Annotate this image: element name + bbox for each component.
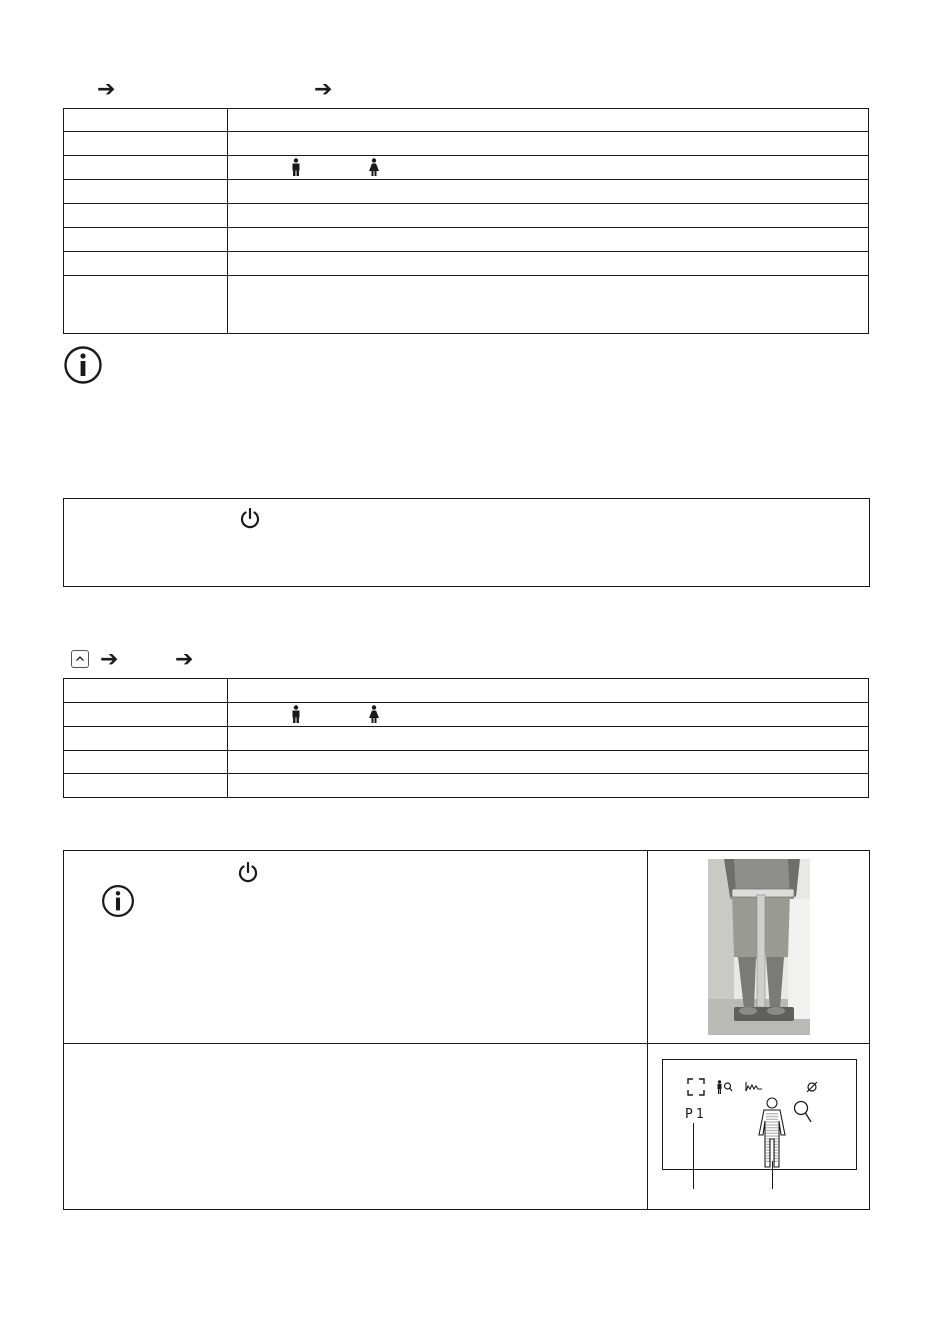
table-cell [228,204,869,228]
power-icon [239,507,261,529]
table-cell [228,228,869,252]
table-cell [64,132,228,156]
table-cell [64,727,228,751]
bracket-icon [687,1078,705,1096]
settings-table-2 [63,678,869,798]
callout-line [772,1161,773,1189]
table-cell [228,109,869,132]
body-figure-icon [756,1097,788,1169]
callout-line [693,1123,694,1189]
table-cell [228,703,869,727]
table-cell [64,751,228,774]
table-cell [228,774,869,798]
right-arrow-icon: ➔ [314,77,333,102]
measurement-box [63,850,870,1210]
table-cell [64,180,228,204]
table-cell [228,156,869,180]
person-search-icon [716,1080,734,1094]
up-key-icon [71,650,89,668]
female-icon [368,158,380,176]
male-icon [291,158,301,176]
table-cell [64,109,228,132]
table-cell [64,774,228,798]
table-cell [64,679,228,703]
table-cell [228,132,869,156]
settings-table-1 [63,108,869,334]
divider [64,1043,869,1044]
table-cell [228,679,869,703]
right-arrow-icon: ➔ [175,647,194,672]
divider [647,851,648,1209]
wave-icon [745,1081,763,1093]
power-icon [237,861,259,883]
diameter-icon [805,1080,819,1094]
table-cell [228,727,869,751]
person-on-scale-photo [708,859,810,1035]
table-cell [228,252,869,276]
table-cell [64,156,228,180]
female-icon [368,705,380,723]
user-label: P1 [685,1107,707,1122]
info-icon [101,884,135,918]
power-instruction-box [63,498,870,587]
table-cell [228,180,869,204]
table-cell [64,276,228,334]
info-icon [63,345,103,385]
right-arrow-icon: ➔ [100,647,119,672]
magnifier-icon [793,1100,813,1124]
table-cell [64,228,228,252]
male-icon [291,705,301,723]
table-cell [228,276,869,334]
table-cell [64,703,228,727]
table-cell [64,204,228,228]
table-cell [64,252,228,276]
display-panel [662,1059,857,1170]
right-arrow-icon: ➔ [97,77,116,102]
table-cell [228,751,869,774]
